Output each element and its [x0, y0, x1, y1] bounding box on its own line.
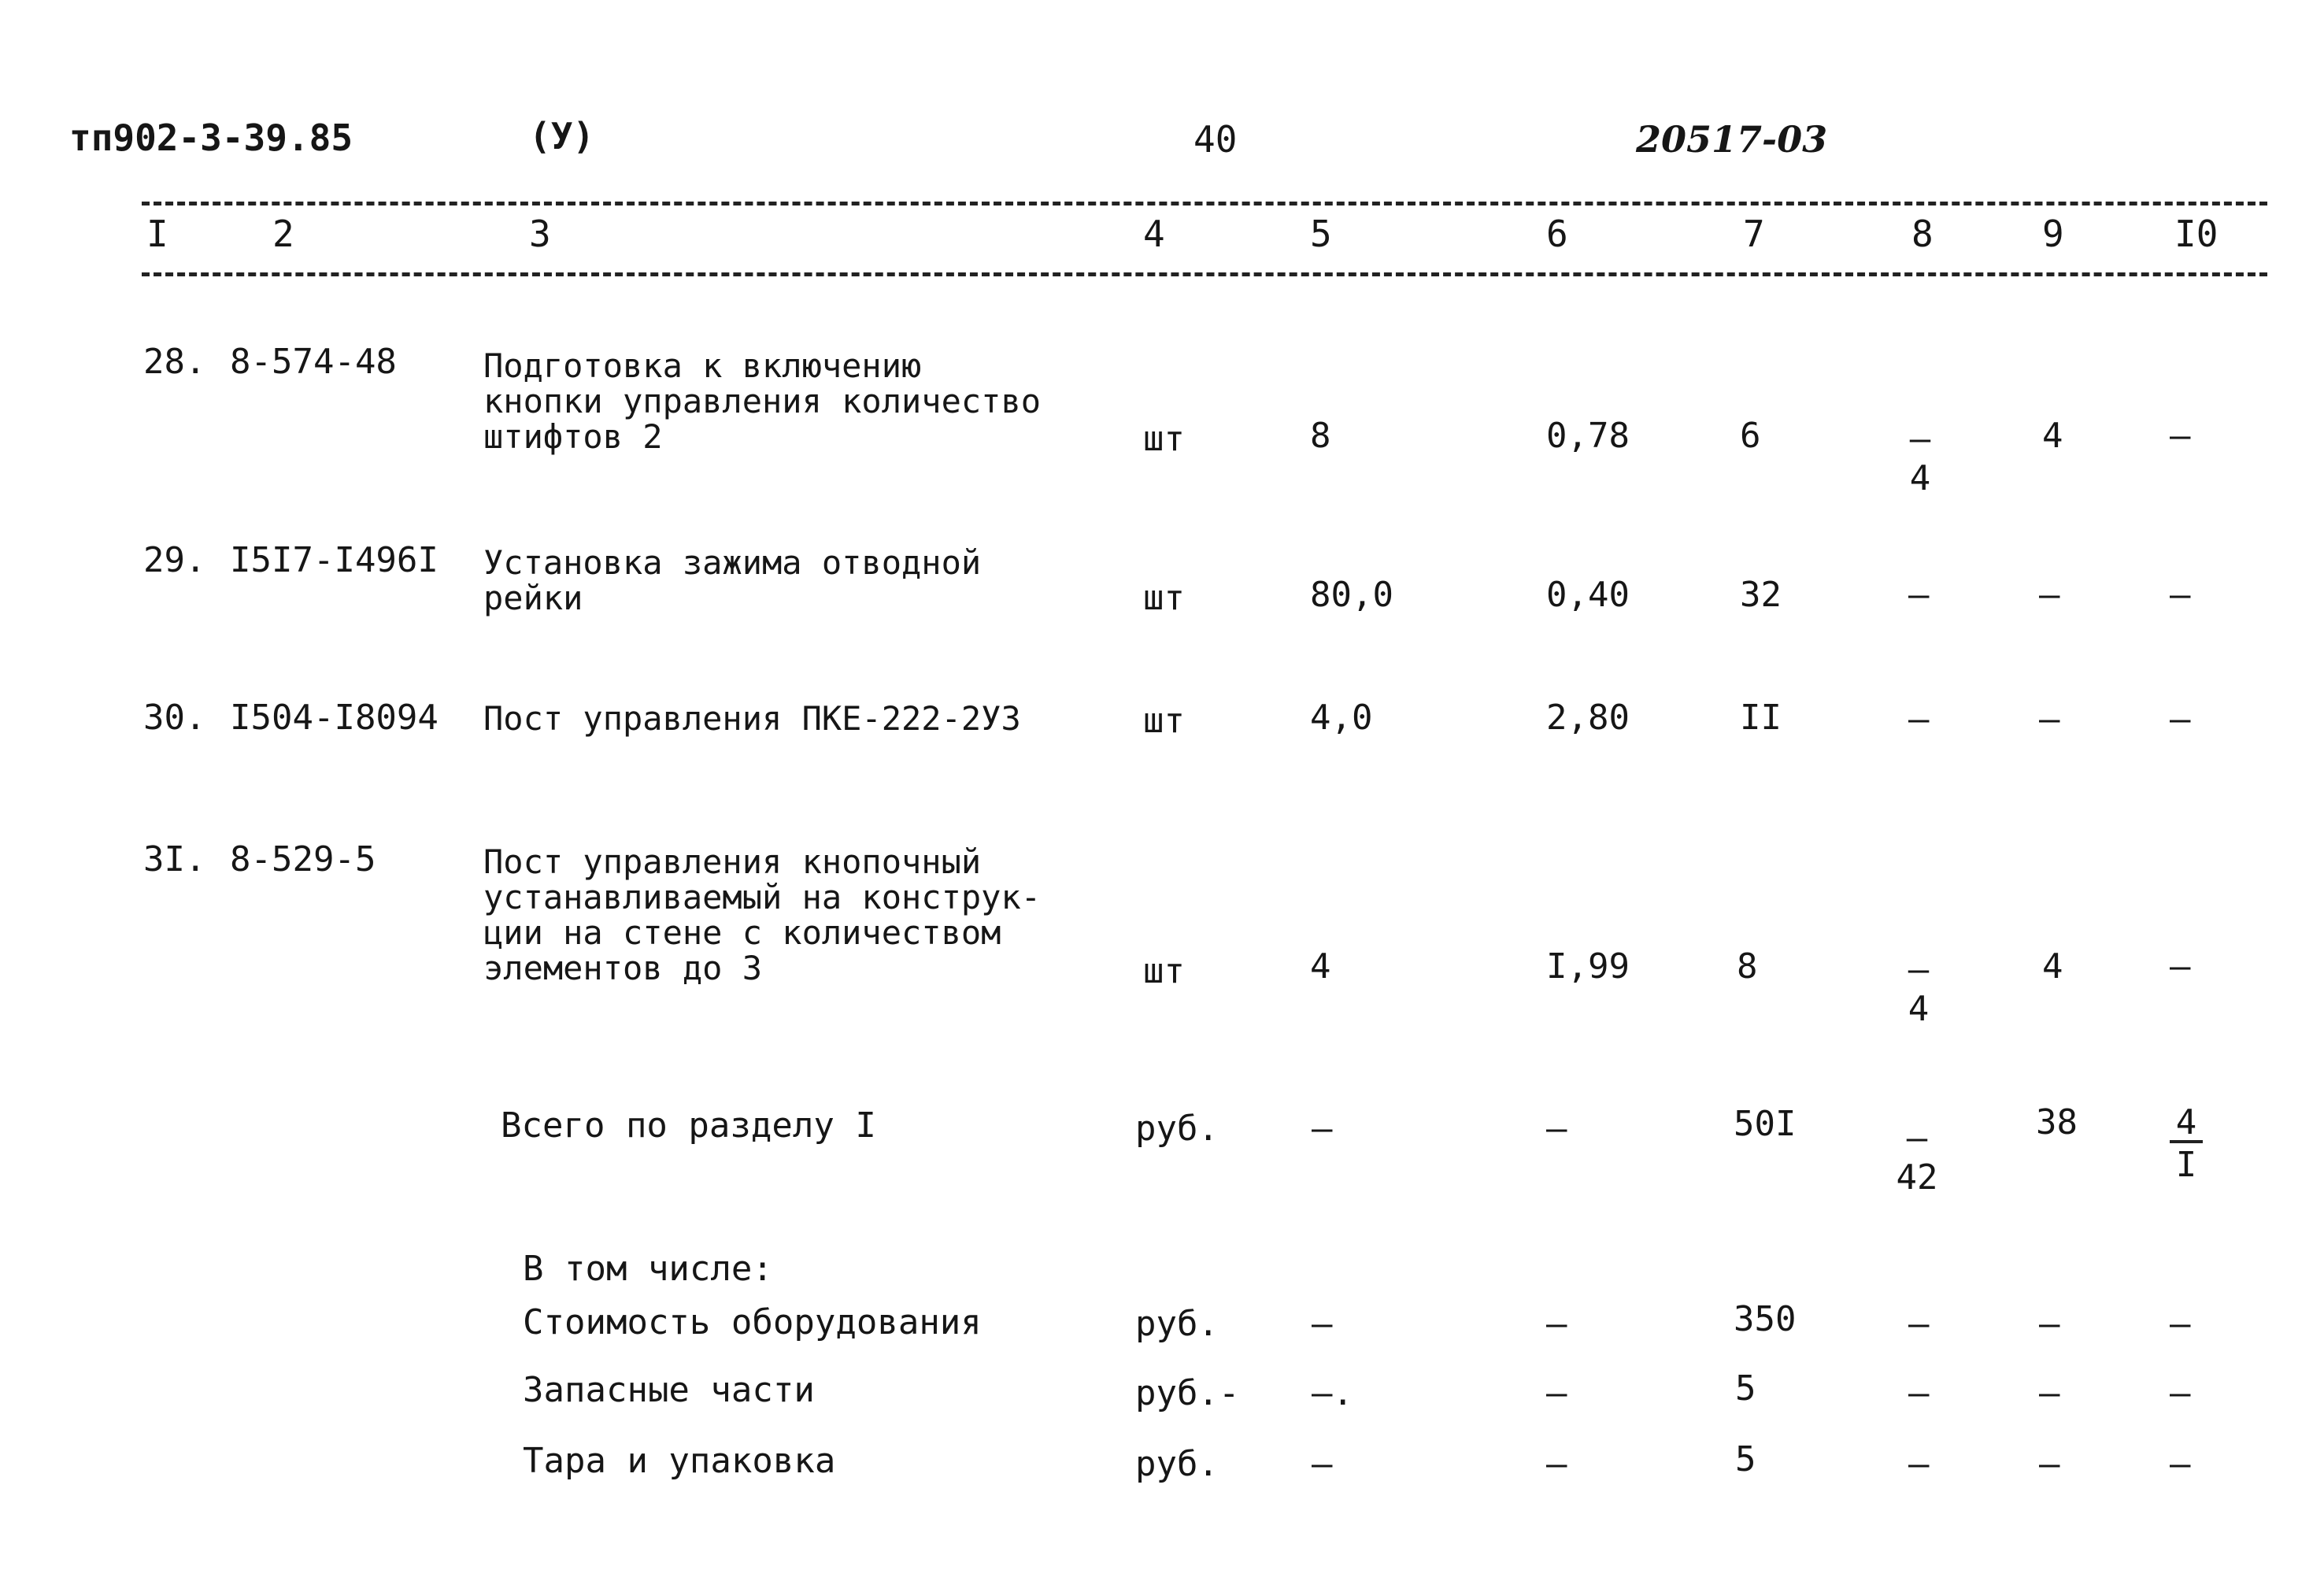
column-8-cell: – [1908, 1304, 1930, 1344]
column-9-cell: – [2039, 1304, 2060, 1344]
column-9-cell: 4 [2042, 946, 2063, 987]
unit-cell: шт [1143, 578, 1185, 618]
column-10-fraction [2159, 1102, 2214, 1185]
fraction-numerator: 4 [2175, 1102, 2197, 1142]
column-10-cell: – [2170, 416, 2191, 456]
description-line: Подготовка к включению [483, 346, 922, 385]
description-line: Установка зажима отводной [483, 543, 982, 582]
column-10-cell: – [2170, 1304, 2191, 1344]
column-10-cell: – [2170, 1373, 2191, 1413]
variant-mark: (У) [529, 115, 595, 157]
total-cell: 350 [1734, 1299, 1797, 1339]
unit-price-cell: – [1546, 1304, 1567, 1344]
unit-cell: руб. [1135, 1109, 1219, 1149]
column-number-9: 9 [2042, 213, 2064, 255]
album-code: 20517-03 [1636, 118, 1828, 161]
unit-price-cell: – [1546, 1109, 1567, 1149]
quantity-cell: 4,0 [1310, 698, 1373, 738]
column-9-cell: – [2039, 1444, 2060, 1484]
price-code: 8-574-48 [230, 342, 397, 382]
description-line: элементов до 3 [483, 949, 763, 987]
total-cell: 32 [1740, 575, 1782, 615]
column-number-6: 6 [1546, 213, 1568, 255]
column-8-cell: – [1908, 575, 1930, 615]
fraction-numerator: – [1909, 419, 1931, 459]
breakdown-label: Запасные части [523, 1370, 815, 1410]
column-number-1: I [146, 213, 168, 255]
quantity-cell: 80,0 [1310, 575, 1393, 615]
breakdown-label: Стоимость оборудования [523, 1302, 982, 1342]
description-line: устанавливаемый на конструк- [483, 878, 1042, 916]
unit-cell: шт [1143, 951, 1185, 991]
row-number: 29. [143, 540, 206, 580]
column-10-cell: – [2170, 575, 2191, 615]
fraction-numerator: – [1906, 1118, 1928, 1158]
column-10-cell: – [2170, 946, 2191, 987]
total-cell: 5 [1735, 1368, 1756, 1409]
fraction-denominator: 42 [1896, 1157, 1938, 1198]
breakdown-label: Тара и упаковка [523, 1441, 836, 1481]
column-number-8: 8 [1911, 213, 1934, 255]
unit-cell: шт [1143, 419, 1185, 459]
unit-price-cell: 0,78 [1546, 416, 1630, 456]
column-number-2: 2 [272, 213, 294, 255]
row-number: 3I. [143, 839, 206, 879]
unit-price-cell: I,99 [1546, 946, 1630, 987]
header-top-rule [142, 202, 2267, 205]
row-number: 28. [143, 342, 206, 382]
column-8-cell: – [1908, 1444, 1930, 1484]
row-number: 30. [143, 698, 206, 738]
column-10-cell: – [2170, 699, 2191, 739]
column-9-cell: – [2039, 699, 2060, 739]
unit-price-cell: – [1546, 1444, 1567, 1484]
fraction-numerator: – [1908, 950, 1930, 990]
description-line: кнопки управления количество [483, 382, 1042, 420]
column-8-fraction [1893, 419, 1948, 498]
column-number-3: 3 [529, 213, 551, 255]
fraction-denominator: I [2175, 1145, 2197, 1185]
column-8-fraction [1891, 950, 1946, 1029]
fraction-denominator: 4 [1909, 458, 1931, 498]
row-description [483, 844, 1041, 986]
unit-cell: руб. [1135, 1304, 1219, 1344]
column-8-cell: – [1908, 699, 1930, 739]
header-bottom-rule [142, 272, 2267, 276]
description-line: ции на стене с количеством [483, 913, 1001, 952]
total-cell: 50I [1734, 1104, 1797, 1144]
section-total-label: Всего по разделу I [501, 1105, 876, 1146]
quantity-cell: 4 [1310, 946, 1331, 987]
total-cell: 5 [1735, 1439, 1756, 1479]
quantity-cell: – [1312, 1444, 1333, 1484]
unit-cell: шт [1143, 701, 1185, 741]
total-cell: II [1740, 698, 1782, 738]
quantity-cell: – [1312, 1109, 1333, 1149]
column-8-fraction [1889, 1118, 1945, 1198]
column-8-cell: – [1908, 1373, 1930, 1413]
including-label: В том числе: [523, 1249, 773, 1289]
quantity-cell: – [1312, 1304, 1333, 1344]
price-code: 8-529-5 [230, 839, 376, 879]
total-cell: 8 [1737, 946, 1758, 987]
price-code: I504-I8094 [230, 698, 439, 738]
row-description [483, 348, 1041, 454]
quantity-cell: –. [1312, 1373, 1353, 1413]
page-number: 40 [1193, 118, 1238, 161]
description-line: штифтов 2 [483, 417, 663, 456]
row-description [483, 701, 1021, 736]
unit-price-cell: 2,80 [1546, 698, 1630, 738]
column-number-5: 5 [1310, 213, 1332, 255]
description-line: Пост управления ПКЕ-222-2УЗ [483, 699, 1021, 738]
column-9-cell: – [2039, 575, 2060, 615]
column-9-cell: 38 [2036, 1102, 2078, 1142]
fraction-denominator: 4 [1908, 989, 1930, 1029]
row-description [483, 545, 981, 616]
unit-cell: руб. [1135, 1444, 1219, 1484]
column-9-cell: – [2039, 1373, 2060, 1413]
price-code: I5I7-I496I [230, 540, 439, 580]
document-code: тп902-3-39.85 [69, 117, 353, 159]
unit-cell: руб.- [1135, 1373, 1240, 1413]
unit-price-cell: – [1546, 1373, 1567, 1413]
column-9-cell: 4 [2042, 416, 2063, 456]
description-line: рейки [483, 579, 583, 617]
total-cell: 6 [1740, 416, 1761, 456]
column-number-4: 4 [1143, 213, 1165, 255]
column-10-cell: – [2170, 1444, 2191, 1484]
description-line: Пост управления кнопочный [483, 842, 982, 881]
column-number-10: I0 [2174, 213, 2219, 255]
column-number-7: 7 [1743, 213, 1765, 255]
unit-price-cell: 0,40 [1546, 575, 1630, 615]
quantity-cell: 8 [1310, 416, 1331, 456]
